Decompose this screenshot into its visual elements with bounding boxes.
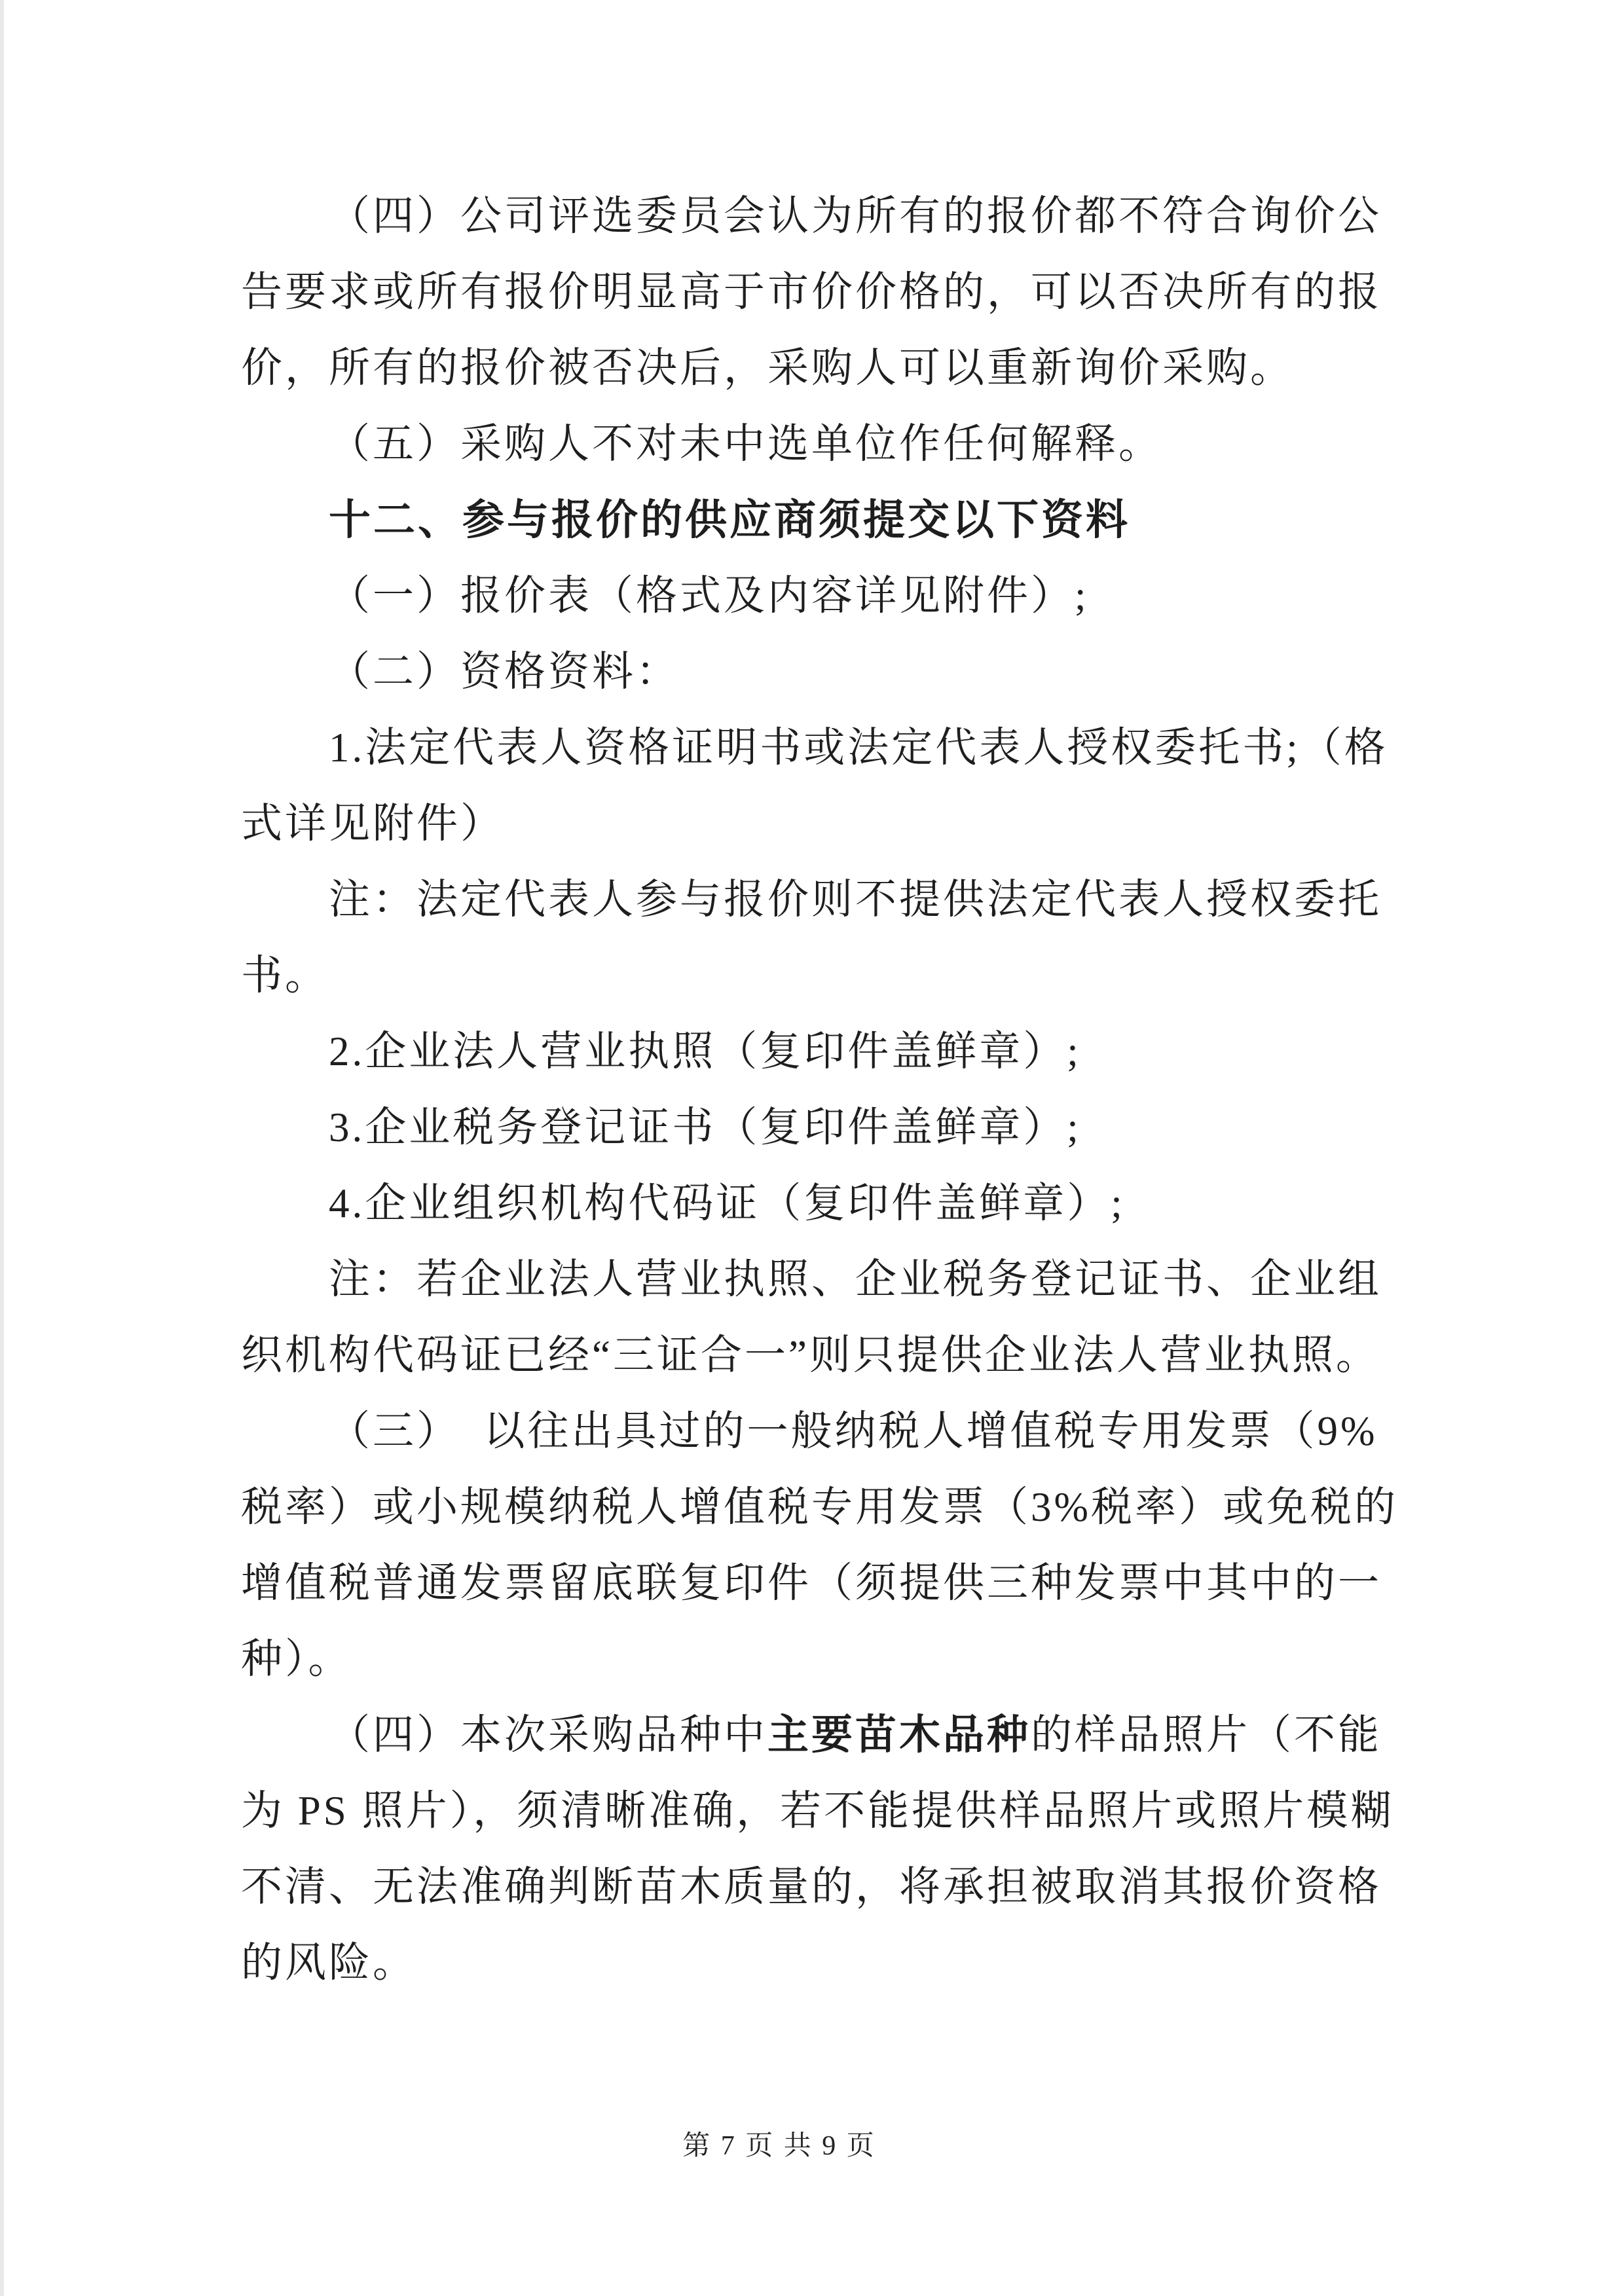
text-run: 注：若企业法人营业执照、企业税务登记证书、企业组: [329, 1256, 1382, 1302]
text-run: 1.法定代表人资格证明书或法定代表人授权委托书;（格: [329, 725, 1388, 771]
text-line: [241, 1165, 1382, 1241]
text-run: 种）。: [241, 1636, 352, 1682]
text-run: 的样品照片（不能: [1031, 1712, 1382, 1758]
text-line: [241, 558, 1382, 634]
text-run: （四）本次采购品种中: [329, 1712, 767, 1758]
text-run: （五）采购人不对未中选单位作任何解释。: [329, 421, 1162, 467]
text-line: [241, 634, 1382, 710]
text-line: [241, 1317, 1382, 1393]
text-line: [241, 1013, 1382, 1089]
text-run: 的风险。: [241, 1940, 416, 1986]
document-body: [241, 178, 1398, 2001]
text-run: 2.企业法人营业执照（复印件盖鲜章）;: [329, 1029, 1081, 1074]
text-line: [241, 1393, 1382, 1469]
page-number: 第 7 页 共 9 页: [682, 2131, 876, 2161]
text-run: 书。: [241, 953, 329, 998]
scan-edge-shading: [0, 0, 4, 2296]
text-line: [241, 254, 1382, 330]
text-run: 不清、无法准确判断苗木质量的，将承担被取消其报价资格: [241, 1864, 1382, 1910]
text-line: [241, 1697, 1382, 1773]
bold-text-run: 十二、参与报价的供应商须提交以下资料: [329, 496, 1130, 543]
text-run: 增值税普通发票留底联复印件（须提供三种发票中其中的一: [241, 1560, 1382, 1606]
text-line: [241, 1089, 1382, 1165]
text-line: [241, 786, 1382, 862]
text-run: 4.企业组织机构代码证（复印件盖鲜章）;: [329, 1180, 1125, 1226]
bold-text-run: 主要苗木品种: [767, 1712, 1031, 1758]
text-line: [241, 1241, 1382, 1317]
text-line: [241, 406, 1382, 482]
text-run: 注：法定代表人参与报价则不提供法定代表人授权委托: [329, 877, 1382, 922]
text-line: [241, 330, 1382, 406]
text-line: [241, 1925, 1382, 2001]
text-line: [241, 1849, 1382, 1925]
text-run: 价，所有的报价被否决后，采购人可以重新询价采购。: [241, 345, 1294, 391]
text-run: 为 PS 照片），须清晰准确，若不能提供样品照片或照片模糊: [241, 1788, 1395, 1834]
text-run: 织机构代码证已经“三证合一”则只提供企业法人营业执照。: [241, 1332, 1380, 1378]
text-line: [241, 1773, 1395, 1849]
text-run: （一）报价表（格式及内容详见附件）;: [329, 573, 1089, 619]
text-run: 式详见附件）: [241, 801, 504, 847]
text-run: 税率）或小规模纳税人增值税专用发票（3%税率）或免税的: [241, 1484, 1398, 1530]
text-line: [241, 938, 1382, 1013]
text-line: [241, 178, 1382, 254]
text-line: [241, 1469, 1398, 1545]
text-line: [241, 862, 1382, 938]
text-line: [241, 710, 1388, 786]
text-line: [241, 1621, 1382, 1697]
text-run: （四）公司评选委员会认为所有的报价都不符合询价公: [329, 193, 1382, 239]
text-line: [241, 1545, 1382, 1621]
text-run: 告要求或所有报价明显高于市价价格的，可以否决所有的报: [241, 269, 1382, 315]
page-footer: [0, 2124, 1559, 2163]
text-run: （二）资格资料：: [329, 649, 680, 695]
section-heading: [241, 482, 1382, 558]
text-run: （三） 以往出具过的一般纳税人增值税专用发票（9%: [329, 1408, 1378, 1454]
text-run: 3.企业税务登记证书（复印件盖鲜章）;: [329, 1104, 1081, 1150]
